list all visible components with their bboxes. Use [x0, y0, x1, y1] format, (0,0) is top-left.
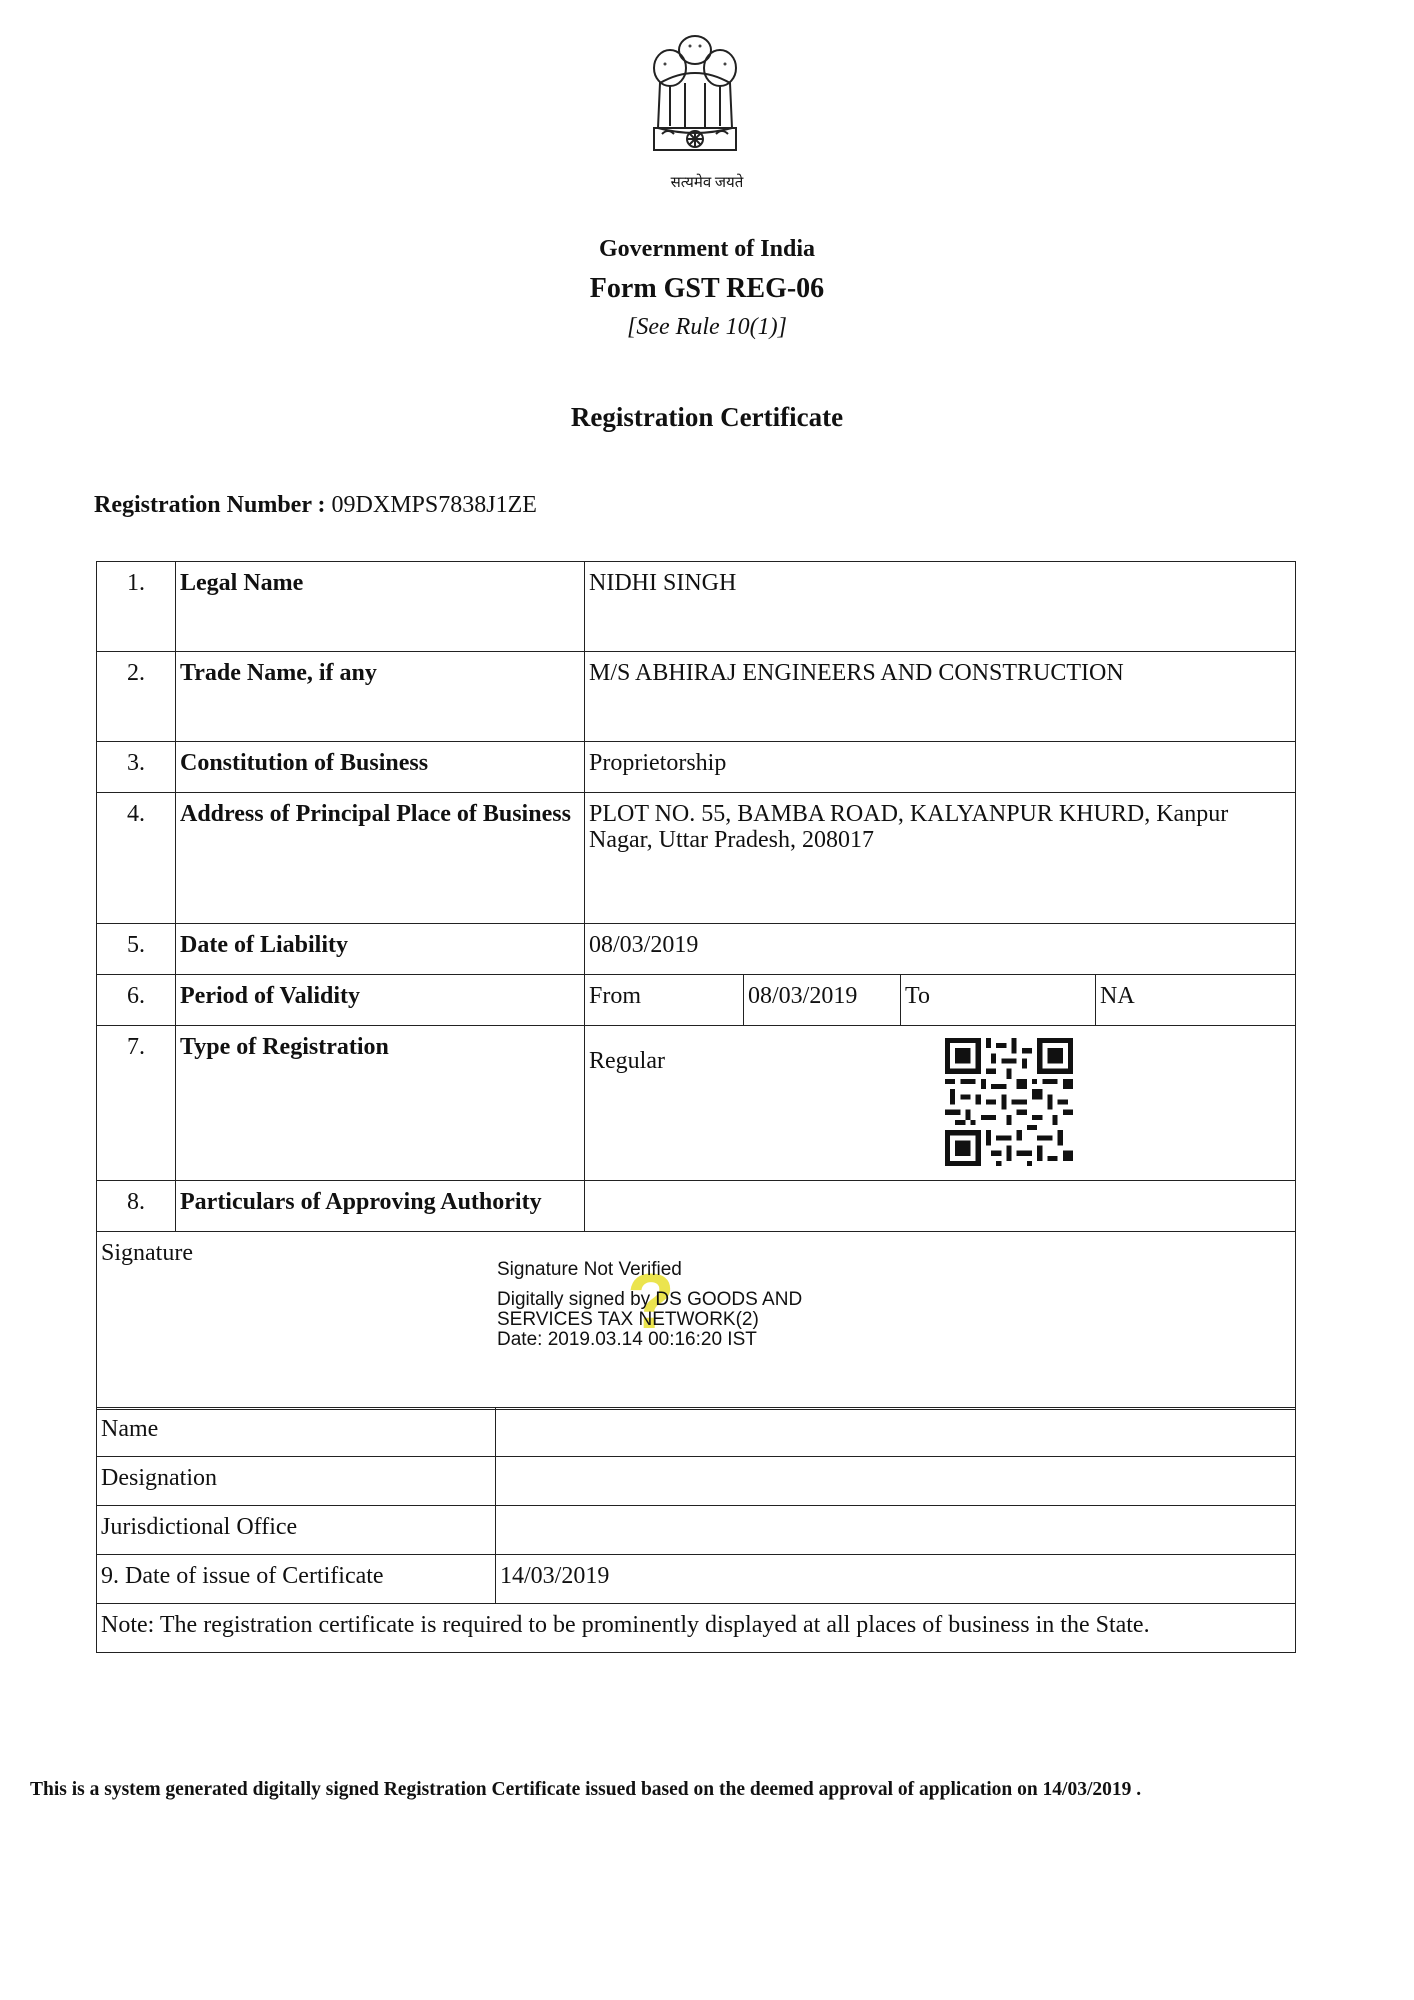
table-row [97, 1506, 1296, 1555]
table-row [97, 1026, 1296, 1181]
jurisdictional-office-label: Jurisdictional Office [97, 1506, 496, 1555]
liability-label: Date of Liability [176, 924, 585, 975]
system-generated-footer: This is a system generated digitally signed Registration Certificate issued based on the deemed approval of application on 14/03/2019 . [30, 1779, 1142, 1800]
registration-number-value: 09DXMPS7838J1ZE [331, 492, 537, 518]
row-number: 6. [97, 975, 176, 1026]
table-row [97, 742, 1296, 793]
trade-name-value: M/S ABHIRAJ ENGINEERS AND CONSTRUCTION [585, 652, 1296, 742]
qr-code-icon [945, 1038, 1073, 1166]
row-number: 3. [97, 742, 176, 793]
approving-authority-value [585, 1181, 1296, 1232]
signature-signed-by-2: SERVICES TAX NETWORK(2) [497, 1309, 759, 1330]
row-number: 1. [97, 562, 176, 652]
table-row [97, 1604, 1296, 1653]
issue-date-label: 9. Date of issue of Certificate [97, 1555, 496, 1604]
jurisdictional-office-value [496, 1506, 1296, 1555]
table-row [97, 562, 1296, 652]
signature-label: Signature [101, 1240, 193, 1266]
liability-value: 08/03/2019 [585, 924, 1296, 975]
registration-number [94, 492, 537, 519]
signature-date: Date: 2019.03.14 00:16:20 IST [497, 1329, 757, 1350]
table-row [97, 1457, 1296, 1506]
row-number: 5. [97, 924, 176, 975]
signature-status: Signature Not Verified [497, 1259, 682, 1280]
row-number: 4. [97, 793, 176, 924]
emblem-motto: सत्यमेव जयते [670, 175, 744, 191]
address-label: Address of Principal Place of Business [176, 793, 585, 924]
row-number: 7. [97, 1026, 176, 1181]
designation-value [496, 1457, 1296, 1506]
address-value: PLOT NO. 55, BAMBA ROAD, KALYANPUR KHURD, Kanpur Nagar, Uttar Pradesh, 208017 [585, 793, 1296, 924]
table-row [97, 1555, 1296, 1604]
approving-authority-label: Particulars of Approving Authority [176, 1181, 585, 1232]
name-label: Name [97, 1408, 496, 1457]
table-row [97, 793, 1296, 924]
constitution-label: Constitution of Business [176, 742, 585, 793]
validity-from-value: 08/03/2019 [744, 975, 901, 1026]
unverified-question-icon: ? [627, 1257, 675, 1345]
validity-label: Period of Validity [176, 975, 585, 1026]
form-title: Form GST REG-06 [589, 273, 825, 304]
authority-table [96, 1407, 1296, 1653]
certificate-title: Registration Certificate [570, 402, 844, 432]
government-heading: Government of India [599, 236, 815, 262]
table-row [97, 1232, 1296, 1410]
display-note: Note: The registration certificate is required to be prominently displayed at all places of business in the State. [97, 1604, 1296, 1653]
rule-reference: [See Rule 10(1)] [627, 314, 787, 340]
validity-to-value: NA [1096, 975, 1296, 1026]
designation-label: Designation [97, 1457, 496, 1506]
signature-cell [97, 1232, 1296, 1410]
issue-date-value: 14/03/2019 [496, 1555, 1296, 1604]
digital-signature-block [497, 1257, 803, 1350]
table-row [97, 1181, 1296, 1232]
table-row [97, 975, 1296, 1026]
legal-name-value: NIDHI SINGH [585, 562, 1296, 652]
registration-type-cell [585, 1026, 1296, 1181]
trade-name-label: Trade Name, if any [176, 652, 585, 742]
table-row [97, 924, 1296, 975]
name-value [496, 1408, 1296, 1457]
row-number: 8. [97, 1181, 176, 1232]
table-row [97, 1408, 1296, 1457]
row-number: 2. [97, 652, 176, 742]
registration-number-label: Registration Number : [94, 492, 326, 518]
validity-to-label: To [901, 975, 1096, 1026]
validity-from-label: From [585, 975, 744, 1026]
registration-type-value: Regular [589, 1048, 665, 1074]
signature-signed-by-1: Digitally signed by DS GOODS AND [497, 1289, 803, 1310]
details-table [96, 561, 1296, 1410]
registration-type-label: Type of Registration [176, 1026, 585, 1181]
legal-name-label: Legal Name [176, 562, 585, 652]
table-row [97, 652, 1296, 742]
constitution-value: Proprietorship [585, 742, 1296, 793]
